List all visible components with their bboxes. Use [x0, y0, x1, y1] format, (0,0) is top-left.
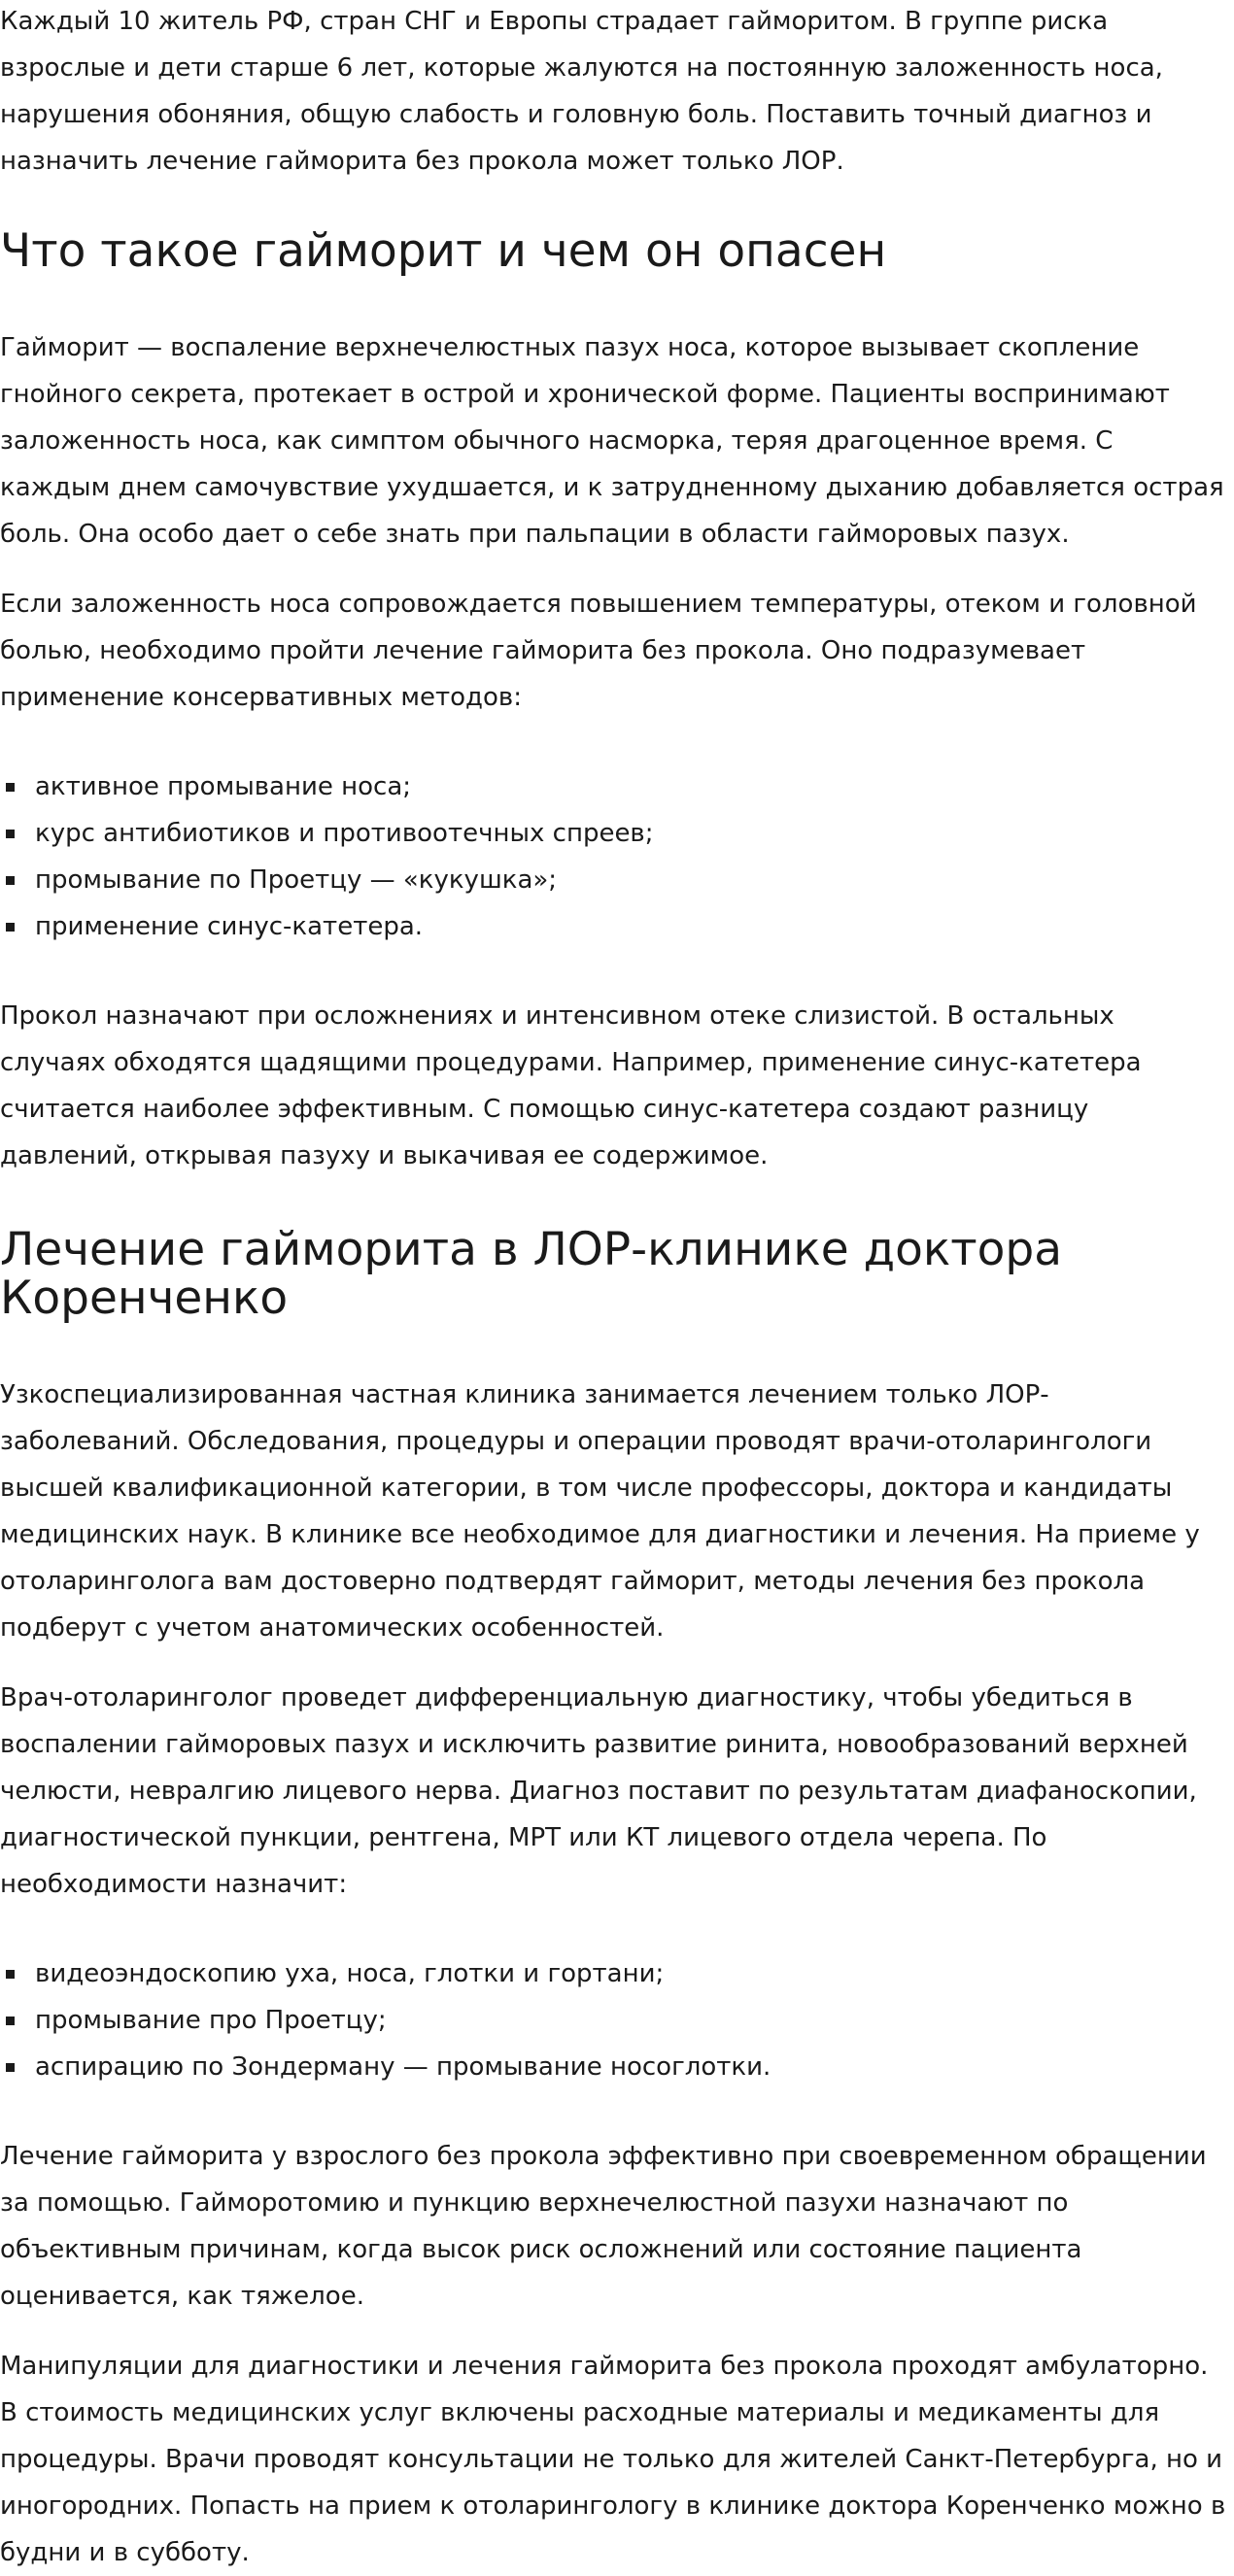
list-item-text: активное промывание носа; — [35, 772, 412, 801]
square-bullet-icon — [6, 2063, 15, 2072]
section1-paragraph-3: Прокол назначают при осложнениях и интенсивном отеке слизистой. В остальных случаях обходятся щадящими процедурами. Например, применение синус-катетера считается наиболее эффективным. С помощью синус-катетера создают разницу давлений, открывая пазуху и выкачивая ее содержимое. — [0, 1001, 1142, 1170]
list-item — [0, 903, 1226, 950]
section2-paragraph-3: Лечение гайморита у взрослого без прокола эффективно при своевременном обращении за помощью. Гайморотомию и пункцию верхнечелюстной пазухи назначают по объективным причинам, когда высок риск осложнений или состояние пациента оценивается, как тяжелое. — [0, 2142, 1207, 2311]
section-heading-clinic-treatment: Лечение гайморита в ЛОР-клинике доктора Коренченко — [0, 1223, 1063, 1325]
list-item-text: видеоэндоскопию уха, носа, глотки и гортани; — [35, 1959, 665, 1988]
list-item — [0, 1950, 1226, 1997]
square-bullet-icon — [6, 783, 15, 792]
section-heading-what-is-sinusitis: Что такое гайморит и чем он опасен — [0, 224, 887, 278]
intro-paragraph: Каждый 10 житель РФ, стран СНГ и Европы страдает гайморитом. В группе риска взрослые и дети старше 6 лет, которые жалуются на постоянную заложенность носа, нарушения обоняния, общую слабость и головную боль. Поставить точный диагноз и назначить лечение гайморита без прокола может только ЛОР. — [0, 7, 1163, 176]
list-item-text: промывание по Проетцу — «кукушка»; — [35, 865, 558, 895]
square-bullet-icon — [6, 830, 15, 838]
square-bullet-icon — [6, 923, 15, 932]
section2-paragraph-2: Врач-отоларинголог проведет дифференциальную диагностику, чтобы убедиться в воспалении гайморовых пазух и исключить развитие ринита, новообразований верхней челюсти, невралгию лицевого нерва. Диагноз поставит по результатам диафаноскопии, диагностической пункции, рентгена, МРТ или КТ лицевого отдела черепа. По необходимости назначит: — [0, 1683, 1197, 1899]
section2-paragraph-4: Манипуляции для диагностики и лечения гайморита без прокола проходят амбулаторно. В стоимость медицинских услуг включены расходные материалы и медикаменты для процедуры. Врачи проводят консультации не только для жителей Санкт-Петербурга, но и иногородних. Попасть на прием к отоларингологу в клинике доктора Коренченко можно в будни и в субботу. — [0, 2352, 1226, 2567]
square-bullet-icon — [6, 2017, 15, 2025]
list-item — [0, 810, 1226, 857]
list-item — [0, 1997, 1226, 2044]
square-bullet-icon — [6, 876, 15, 885]
section1-paragraph-2: Если заложенность носа сопровождается повышением температуры, отеком и головной болью, необходимо пройти лечение гайморита без прокола. Оно подразумевает применение консервативных методов: — [0, 590, 1197, 712]
list-item-text: применение синус-катетера. — [35, 912, 424, 941]
list-item — [0, 763, 1226, 810]
list-item-text: промывание про Проетцу; — [35, 2006, 387, 2035]
square-bullet-icon — [6, 1970, 15, 1979]
list-item-text: аспирацию по Зондерману — промывание носоглотки. — [35, 2052, 771, 2082]
section1-paragraph-1: Гайморит — воспаление верхнечелюстных пазух носа, которое вызывает скопление гнойного секрета, протекает в острой и хронической форме. Пациенты воспринимают заложенность носа, как симптом обычного насморка, теряя драгоценное время. С каждым днем самочувствие ухудшается, и к затрудненному дыханию добавляется острая боль. Она особо дает о себе знать при пальпации в области гайморовых пазух. — [0, 333, 1224, 549]
list-item-text: курс антибиотиков и противоотечных спреев; — [35, 819, 654, 848]
list-item — [0, 857, 1226, 903]
diagnostics-list — [0, 1950, 1226, 2090]
conservative-methods-list — [0, 763, 1226, 950]
list-item — [0, 2044, 1226, 2090]
section2-paragraph-1: Узкоспециализированная частная клиника занимается лечением только ЛОР-заболеваний. Обследования, процедуры и операции проводят врачи-отоларингологи высшей квалификационной категории, в том числе профессоры, доктора и кандидаты медицинских наук. В клинике все необходимое для диагностики и лечения. На приеме у отоларинголога вам достоверно подтвердят гайморит, методы лечения без прокола подберут с учетом анатомических особенностей. — [0, 1380, 1200, 1643]
